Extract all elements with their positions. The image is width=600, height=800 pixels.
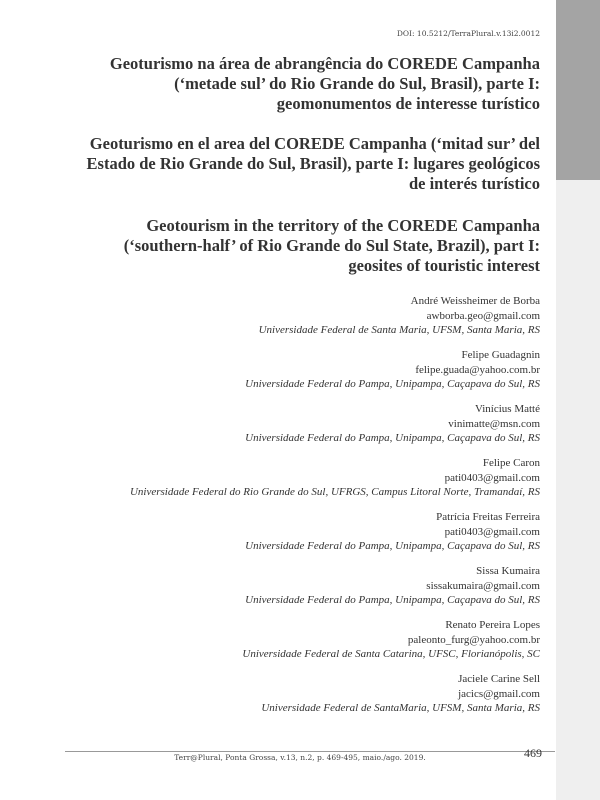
- author-email[interactable]: jacics@gmail.com: [458, 687, 540, 700]
- author-affiliation: Universidade Federal do Pampa, Unipampa, Caçapava do Sul, RS: [245, 540, 540, 552]
- title-portuguese-line: geomonumentos de interesse turístico: [276, 94, 540, 113]
- author-entry: [70, 348, 540, 402]
- author-email[interactable]: pati0403@gmail.com: [444, 471, 540, 484]
- author-affiliation: Universidade Federal de Santa Maria, UFSM, Santa Maria, RS: [258, 324, 540, 336]
- author-list: [70, 294, 540, 726]
- author-name: Felipe Caron: [482, 457, 540, 469]
- title-portuguese-line: (‘metade sul’ do Rio Grande do Sul, Brasil), parte I:: [174, 74, 540, 93]
- title-spanish-line: Estado de Rio Grande do Sul, Brasil), parte I: lugares geológicos: [86, 154, 540, 173]
- author-email[interactable]: sissakumaira@gmail.com: [426, 579, 540, 592]
- author-affiliation: Universidade Federal de SantaMaria, UFSM, Santa Maria, RS: [261, 702, 540, 714]
- author-email[interactable]: paleonto_furg@yahoo.com.br: [407, 633, 540, 646]
- author-name: André Weissheimer de Borba: [410, 295, 540, 307]
- author-name: Patrícia Freitas Ferreira: [436, 511, 540, 523]
- author-email[interactable]: felipe.guada@yahoo.com.br: [415, 363, 540, 376]
- title-english-line: (‘southern-half’ of Rio Grande do Sul State, Brazil), part I:: [123, 236, 540, 255]
- author-name: Felipe Guadagnin: [461, 349, 540, 361]
- author-affiliation: Universidade Federal de Santa Catarina, UFSC, Florianópolis, SC: [242, 648, 540, 660]
- title-spanish: [70, 134, 540, 194]
- author-name: Renato Pereira Lopes: [445, 619, 540, 631]
- author-entry: [70, 294, 540, 348]
- page-number: 469: [524, 746, 542, 760]
- author-entry: [70, 618, 540, 672]
- author-name: Jaciele Carine Sell: [458, 673, 540, 685]
- author-entry: [70, 456, 540, 510]
- side-bar-lower-decoration: [556, 180, 600, 800]
- author-entry: [70, 402, 540, 456]
- author-name: Sissa Kumaira: [476, 565, 540, 577]
- title-english: [70, 216, 540, 276]
- author-affiliation: Universidade Federal do Pampa, Unipampa, Caçapava do Sul, RS: [245, 432, 540, 444]
- doi-label: DOI: 10.5212/TerraPlural.v.13i2.0012: [396, 29, 540, 38]
- author-email[interactable]: pati0403@gmail.com: [444, 525, 540, 538]
- author-affiliation: Universidade Federal do Pampa, Unipampa, Caçapava do Sul, RS: [245, 378, 540, 390]
- author-email[interactable]: awborba.geo@gmail.com: [426, 309, 540, 322]
- title-spanish-line: de interés turístico: [408, 174, 540, 193]
- author-entry: [70, 564, 540, 618]
- title-spanish-line: Geoturismo en el area del COREDE Campanha (‘mitad sur’ del: [89, 134, 540, 153]
- author-entry: [70, 672, 540, 726]
- side-bar-decoration: [556, 0, 600, 180]
- title-english-line: Geotourism in the territory of the COREDE Campanha: [146, 216, 540, 235]
- footer-divider: [65, 751, 555, 752]
- title-english-line: geosites of touristic interest: [348, 256, 540, 275]
- author-email[interactable]: vinimatte@msn.com: [448, 417, 540, 430]
- author-name: Vinícius Matté: [474, 403, 540, 415]
- title-portuguese-line: Geoturismo na área de abrangência do COREDE Campanha: [109, 54, 540, 73]
- author-affiliation: Universidade Federal do Pampa, Unipampa, Caçapava do Sul, RS: [245, 594, 540, 606]
- title-portuguese: [70, 54, 540, 114]
- footer-citation: Terr@Plural, Ponta Grossa, v.13, n.2, p. 469-495, maio./ago. 2019.: [174, 753, 426, 762]
- author-affiliation: Universidade Federal do Rio Grande do Sul, UFRGS, Campus Litoral Norte, Tramandaí, RS: [129, 486, 540, 498]
- author-entry: [70, 510, 540, 564]
